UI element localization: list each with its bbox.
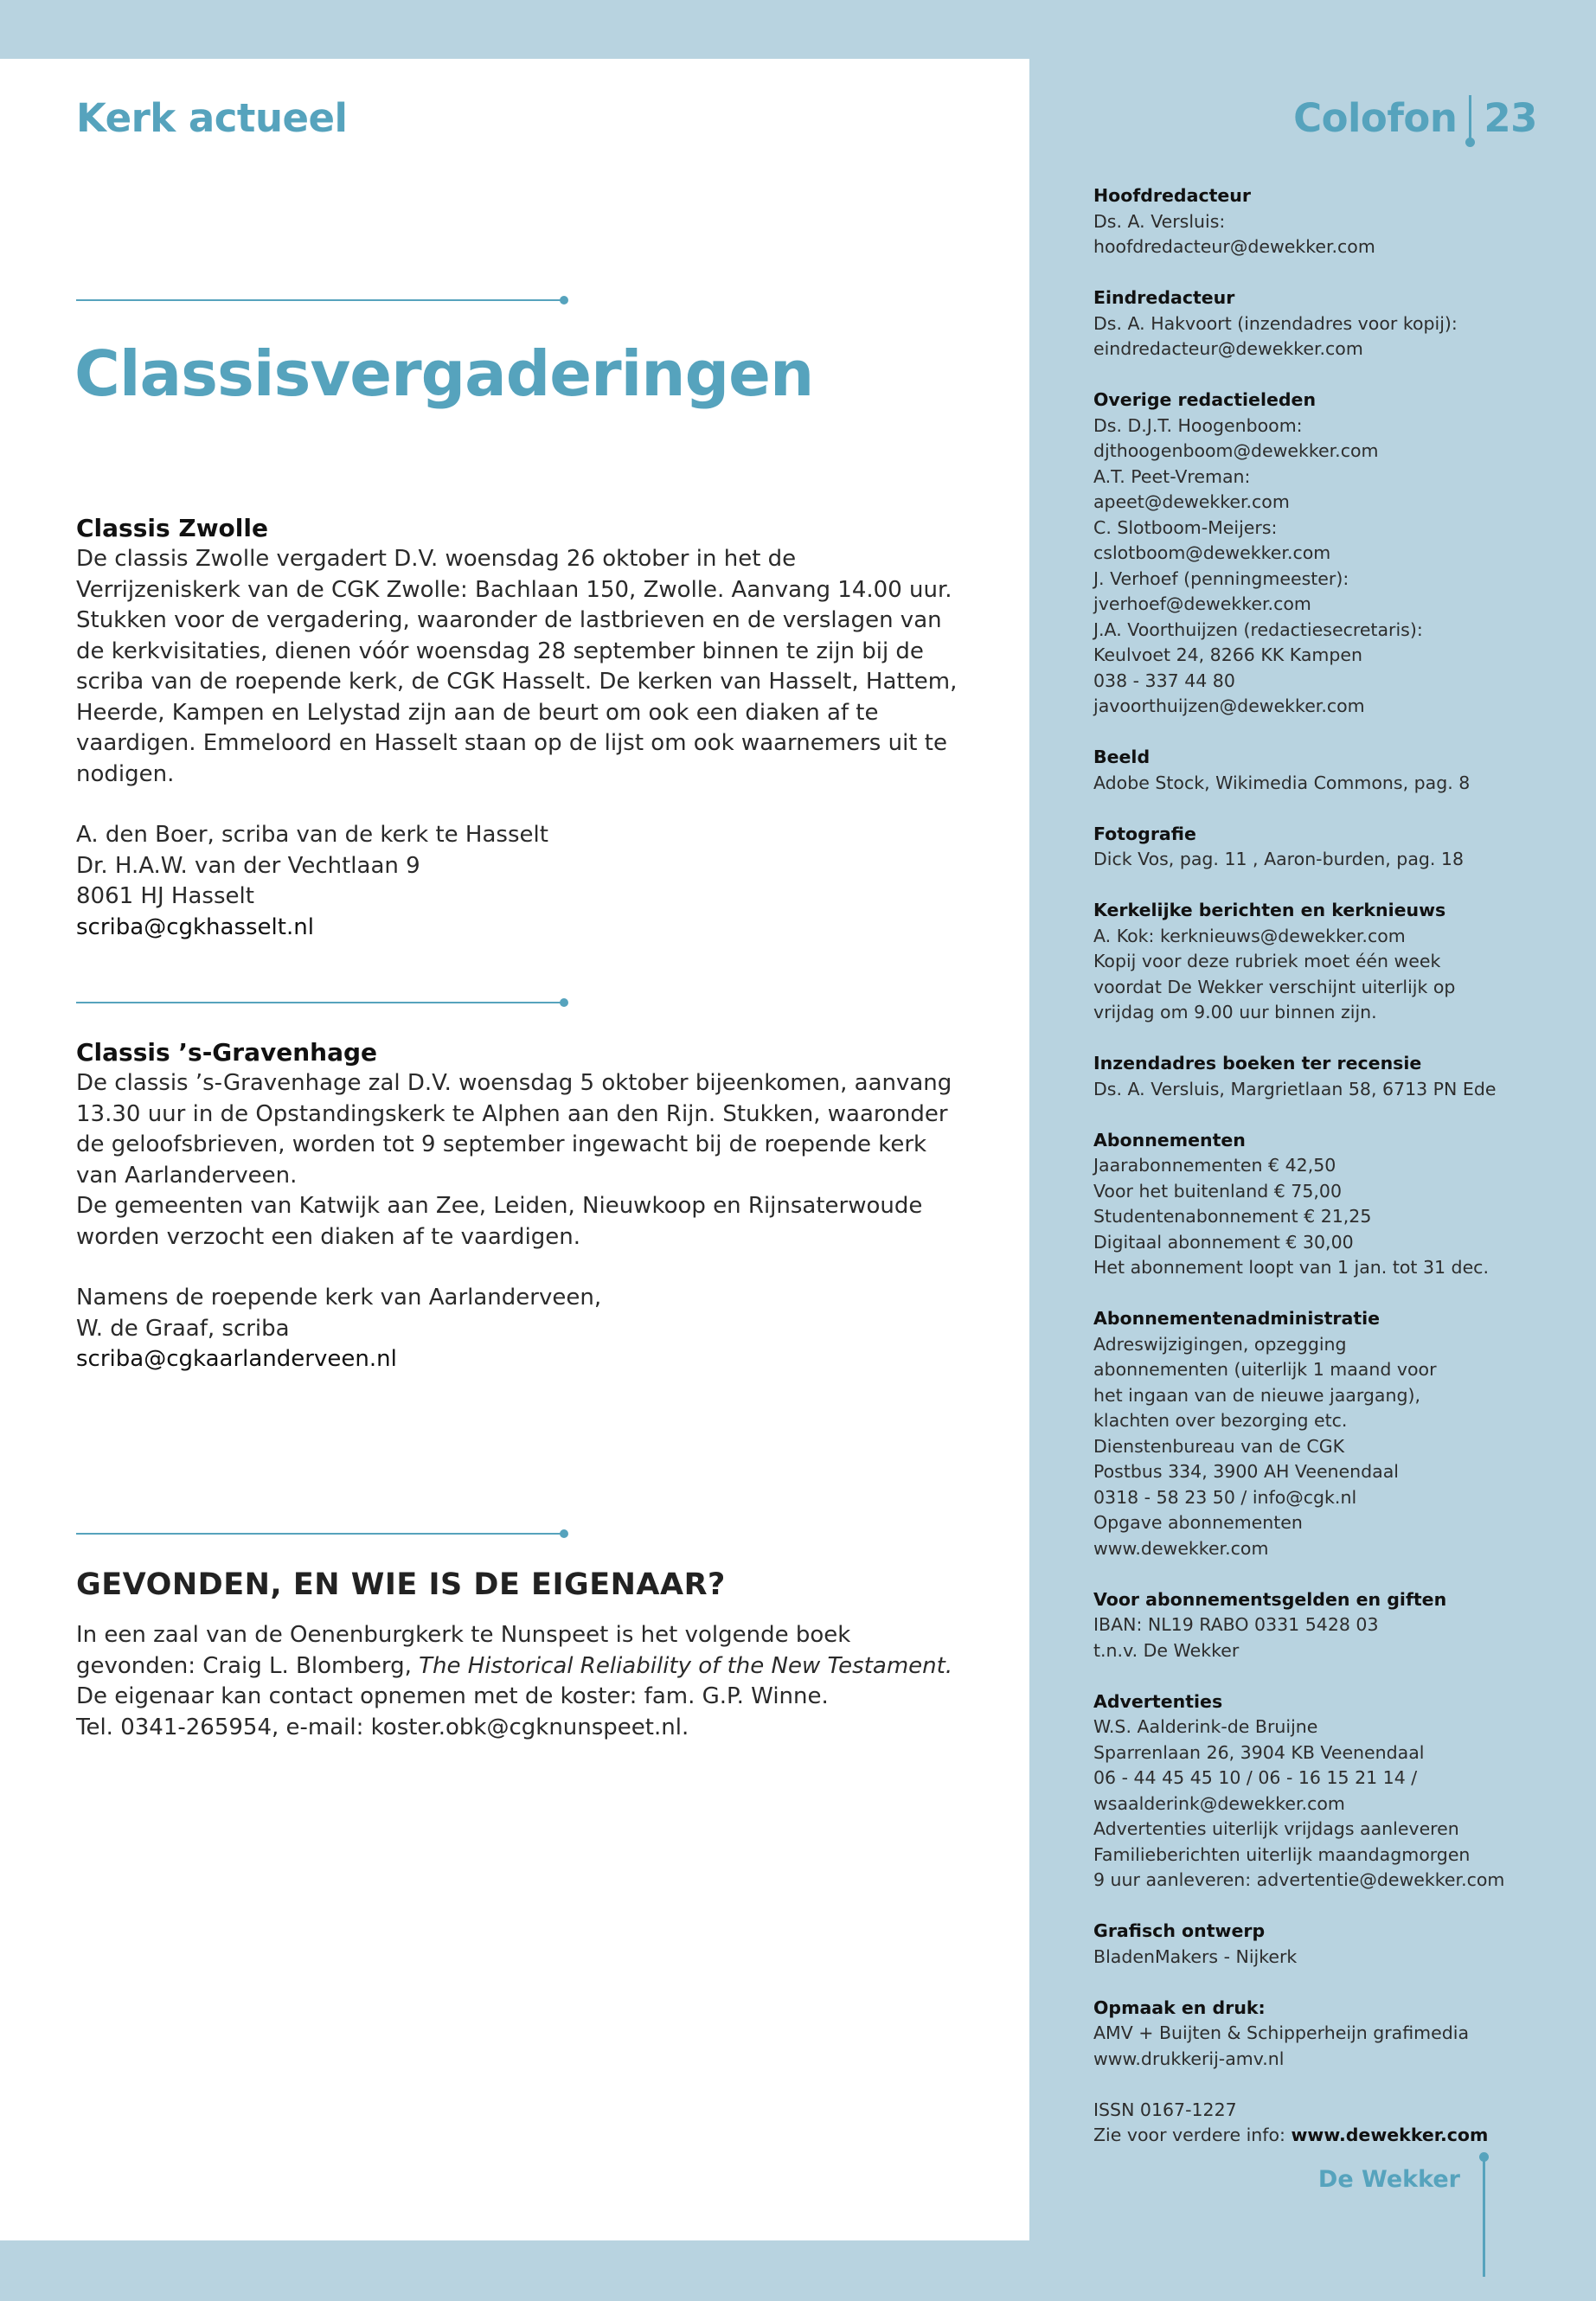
colofon-line: Sparrenlaan 26, 3904 KB Veenendaal [1093, 1741, 1425, 1763]
footer-brand: De Wekker [1317, 2166, 1460, 2193]
colofon-line[interactable]: eindredacteur@dewekker.com [1093, 338, 1363, 359]
colofon-heading: Voor abonnementsgelden en giften [1093, 1588, 1447, 1610]
info-prefix: Zie voor verdere info: [1093, 2125, 1285, 2145]
colofon-line: Opgave abonnementen [1093, 1512, 1303, 1533]
colofon-line: AMV + Buijten & Schipperheijn grafimedia [1093, 2022, 1470, 2043]
colofon-title: Colofon [1293, 95, 1458, 141]
colofon-line: J. Verhoef (penningmeester): [1093, 567, 1349, 589]
colofon-section [1093, 1689, 1543, 1894]
colofon-line: Ds. A. Hakvoort (inzendadres voor kopij): [1093, 312, 1458, 334]
found-title: GEVONDEN, EN WIE IS DE EIGENAAR? [76, 1567, 726, 1602]
issn: ISSN 0167-1227 [1093, 2099, 1237, 2120]
colofon-line: Digitaal abonnement € 30,00 [1093, 1231, 1354, 1253]
found-body [76, 1620, 958, 1713]
colofon-line: Postbus 334, 3900 AH Veenendaal [1093, 1461, 1399, 1482]
colofon-section [1093, 1996, 1543, 2073]
gravenhage-body: De classis ’s-Gravenhage zal D.V. woensdag 5 oktober bijeenkomen, aanvang 13.30 uur in de Opstandingskerk te Alphen aan den Rijn. Stukken, waaronder de geloofsbrieven, worden tot 9 september ingewacht bij de roepende kerk van Aarlanderveen. [76, 1070, 952, 1189]
colofon-header [1293, 95, 1537, 141]
colofon-line[interactable]: www.dewekker.com [1093, 1537, 1269, 1559]
colofon-section [1093, 1306, 1543, 1561]
colofon-line: W.S. Aalderink-de Bruijne [1093, 1716, 1318, 1737]
zwolle-heading: Classis Zwolle [76, 514, 268, 542]
colofon-line: Ds. A. Versluis, Margrietlaan 58, 6713 PN Ede [1093, 1078, 1497, 1099]
gravenhage-email-link[interactable]: scriba@cgkaarlanderveen.nl [76, 1346, 397, 1372]
zwolle-sign-line: A. den Boer, scriba van de kerk te Hasselt [76, 822, 548, 848]
zwolle-email-link[interactable]: scriba@cgkhasselt.nl [76, 913, 314, 940]
colofon-line: Ds. D.J.T. Hoogenboom: [1093, 414, 1303, 436]
info-line [1093, 2123, 1543, 2149]
colofon-line: Adobe Stock, Wikimedia Commons, pag. 8 [1093, 772, 1471, 793]
article-found-book [76, 1620, 958, 1743]
colofon-line[interactable]: 9 uur aanleveren: advertentie@dewekker.com [1093, 1869, 1505, 1890]
colofon-line: Familieberichten uiterlijk maandagmorgen [1093, 1843, 1471, 1865]
article-classis-gravenhage [76, 1037, 958, 1375]
colofon-heading: Inzendadres boeken ter recensie [1093, 1053, 1422, 1074]
colofon-line: 038 - 337 44 80 [1093, 670, 1235, 691]
colofon-line: Studentenabonnement € 21,25 [1093, 1206, 1372, 1227]
colofon-heading: Eindredacteur [1093, 287, 1235, 308]
page-number: 23 [1484, 95, 1537, 141]
colofon-heading: Kerkelijke berichten en kerknieuws [1093, 900, 1446, 920]
colofon-line: A.T. Peet-Vreman: [1093, 465, 1251, 487]
colofon-line: Ds. A. Versluis: [1093, 210, 1226, 232]
colofon-section [1093, 1128, 1543, 1281]
colofon-line: Kopij voor deze rubriek moet één week [1093, 951, 1441, 971]
colofon-section [1093, 388, 1543, 720]
colofon-heading: Hoofdredacteur [1093, 185, 1251, 206]
colofon-line: Dick Vos, pag. 11 , Aaron-burden, pag. 18 [1093, 849, 1465, 869]
colofon-line: Het abonnement loopt van 1 jan. tot 31 dec. [1093, 1257, 1489, 1278]
gravenhage-sign-line: Namens de roepende kerk van Aarlanderveen, [76, 1285, 602, 1311]
colofon-line: t.n.v. De Wekker [1093, 1639, 1240, 1661]
colofon-section [1093, 1587, 1543, 1664]
colofon-line[interactable]: www.drukkerij-amv.nl [1093, 2048, 1285, 2069]
colofon-heading: Advertenties [1093, 1690, 1223, 1712]
colofon-line[interactable]: jverhoef@dewekker.com [1093, 593, 1311, 614]
gravenhage-body: De gemeenten van Katwijk aan Zee, Leiden, Nieuwkoop en Rijnsaterwoude worden verzocht een diaken af te vaardigen. [76, 1193, 923, 1250]
title-divider [76, 299, 565, 301]
info-link[interactable]: www.dewekker.com [1291, 2125, 1489, 2145]
colofon-line: voordat De Wekker verschijnt uiterlijk op [1093, 976, 1456, 997]
colofon-line: C. Slotboom-Meijers: [1093, 516, 1278, 538]
colofon-line[interactable]: wsaalderink@dewekker.com [1093, 1792, 1345, 1814]
colofon-line: abonnementen (uiterlijk 1 maand voor [1093, 1359, 1437, 1380]
colofon-heading: Opmaak en druk: [1093, 1997, 1266, 2018]
colofon-line: vrijdag om 9.00 uur binnen zijn. [1093, 1002, 1377, 1022]
section-label: Kerk actueel [76, 95, 348, 141]
colofon-section [1093, 285, 1543, 362]
colofon-section [1093, 898, 1543, 1026]
colofon-line: Advertenties uiterlijk vrijdags aanleveren [1093, 1818, 1459, 1839]
colofon-section [1093, 745, 1543, 796]
colofon-line: Dienstenbureau van de CGK [1093, 1435, 1345, 1457]
colofon-line[interactable]: A. Kok: kerknieuws@dewekker.com [1093, 925, 1406, 946]
colofon-line: Adreswijzigingen, opzegging [1093, 1333, 1347, 1355]
gravenhage-heading: Classis ’s-Gravenhage [76, 1038, 378, 1067]
found-intro: In een zaal van de Oenenburgkerk te Nunspeet is het volgende boek gevonden: Craig L. Blomberg, [76, 1622, 851, 1679]
colofon-column [1093, 183, 1543, 2174]
header-separator [1469, 95, 1471, 138]
colofon-line: 06 - 44 45 45 10 / 06 - 16 15 21 14 / [1093, 1767, 1418, 1788]
colofon-section [1093, 1051, 1543, 1102]
colofon-section [1093, 1919, 1543, 1970]
colofon-line: BladenMakers - Nijkerk [1093, 1945, 1298, 1967]
colofon-section [1093, 822, 1543, 873]
colofon-heading: Abonnementen [1093, 1129, 1246, 1150]
colofon-line: klachten over bezorging etc. [1093, 1410, 1348, 1431]
section-divider [76, 1002, 565, 1003]
colofon-line[interactable]: hoofdredacteur@dewekker.com [1093, 236, 1375, 257]
page-title: Classisvergaderingen [74, 337, 814, 410]
gravenhage-sign-line: W. de Graaf, scriba [76, 1315, 290, 1342]
footer-line [1483, 2156, 1485, 2277]
colofon-heading: Abonnementenadministratie [1093, 1308, 1381, 1329]
found-book-title: The Historical Reliability of the New Testament. [419, 1652, 953, 1679]
colofon-line[interactable]: djthoogenboom@dewekker.com [1093, 440, 1379, 461]
colofon-line[interactable]: cslotboom@dewekker.com [1093, 542, 1331, 563]
colofon-issn-block [1093, 2098, 1543, 2149]
colofon-line: Jaarabonnementen € 42,50 [1093, 1155, 1336, 1176]
zwolle-sign-line: 8061 HJ Hasselt [76, 883, 254, 909]
colofon-line: Voor het buitenland € 75,00 [1093, 1180, 1342, 1202]
colofon-line: J.A. Voorthuijzen (redactiesecretaris): [1093, 619, 1423, 640]
colofon-heading: Fotografie [1093, 823, 1196, 844]
zwolle-sign-line: Dr. H.A.W. van der Vechtlaan 9 [76, 852, 420, 879]
colofon-heading: Overige redactieleden [1093, 389, 1317, 410]
colofon-heading: Grafisch ontwerp [1093, 1920, 1266, 1941]
article-classis-zwolle [76, 513, 958, 943]
colofon-line[interactable]: javoorthuijzen@dewekker.com [1093, 695, 1365, 716]
colofon-line: het ingaan van de nieuwe jaargang), [1093, 1384, 1421, 1406]
colofon-line: Keulvoet 24, 8266 KK Kampen [1093, 644, 1363, 665]
colofon-line[interactable]: 0318 - 58 23 50 / info@cgk.nl [1093, 1486, 1357, 1508]
colofon-section [1093, 183, 1543, 260]
colofon-heading: Beeld [1093, 747, 1151, 767]
found-contact: Tel. 0341-265954, e-mail: koster.obk@cgknunspeet.nl. [76, 1714, 689, 1740]
found-outro: De eigenaar kan contact opnemen met de koster: fam. G.P. Winne. [76, 1683, 829, 1709]
zwolle-body: De classis Zwolle vergadert D.V. woensdag 26 oktober in het de Verrijzeniskerk van de CGK Zwolle: Bachlaan 150, Zwolle. Aanvang 14.00 uur. Stukken voor de vergadering, waaronder de lastbrieven en de verslagen van de kerkvisitaties, dienen vóór woensdag 28 september binnen te zijn bij de scriba van de roepende kerk, de CGK Hasselt. De kerken van Hasselt, Hattem, Heerde, Kampen en Lelystad zijn aan de beurt om ook een diaken af te vaardigen. Emmeloord en Hasselt staan op de lijst om ook waarnemers uit te nodigen. [76, 546, 958, 787]
colofon-line: IBAN: NL19 RABO 0331 5428 03 [1093, 1614, 1379, 1635]
section-divider [76, 1533, 565, 1535]
colofon-line[interactable]: apeet@dewekker.com [1093, 491, 1290, 512]
